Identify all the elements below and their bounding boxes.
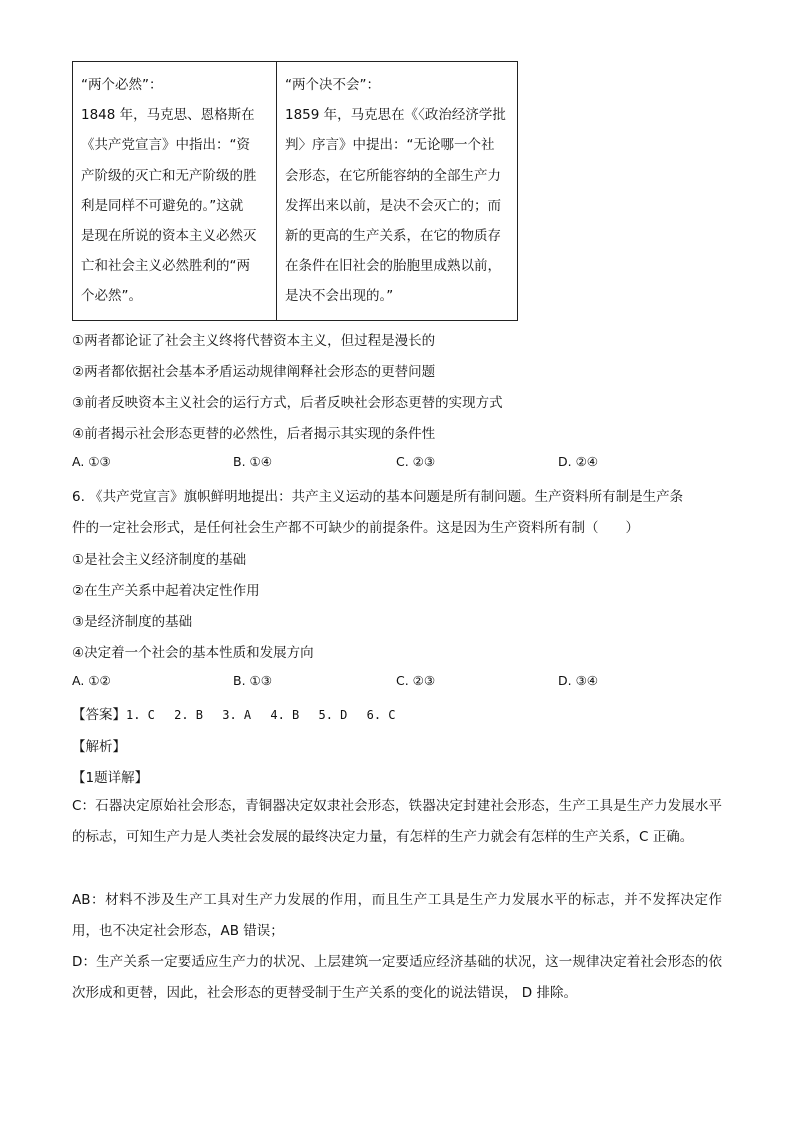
q6-stem-line-2: 件的一定社会形式，是任何社会生产都不可缺少的前提条件。这是因为生产资料所有制（ ） [72,520,639,536]
q5-option-c[interactable]: C. ②③ [396,454,436,469]
q5-option-a[interactable]: A. ①③ [72,454,111,469]
q6-option-a[interactable]: A. ①② [72,673,111,688]
q5-option-d[interactable]: D. ②④ [558,454,598,469]
q5-statement-4: ④前者揭示社会形态更替的必然性，后者揭示其实现的条件性 [72,426,436,442]
quote-line: 1859 年，马克思在《〈政治经济学批 [285,107,506,124]
quote-line: 利是同样不可避免的。”这就 [81,197,244,214]
answer-text: 1. C 2. B 3. A 4. B 5. D 6. C [126,708,396,722]
quote-cell-two-inevitables [73,62,277,320]
q6-option-d[interactable]: D. ③④ [558,673,598,688]
quote-line: 个必然”。 [81,288,142,305]
q5-statement-3: ③前者反映资本主义社会的运行方式，后者反映社会形态更替的实现方式 [72,395,503,411]
analysis-label: 【解析】 [72,739,126,755]
q5-options [72,454,632,474]
quote-line: 会形态，在它所能容纳的全部生产力 [285,167,501,184]
q6-option-c[interactable]: C. ②③ [396,673,436,688]
q6-stem-line-1: 6. 《共产党宣言》旗帜鲜明地提出：共产主义运动的基本问题是所有制问题。生产资料所有制是生产条 [72,489,684,505]
q1-detail-title: 【1题详解】 [72,770,149,786]
q6-option-b[interactable]: B. ①③ [233,673,272,688]
analysis-paragraph-c: C：石器决定原始社会形态，青铜器决定奴隶社会形态，铁器决定封建社会形态，生产工具是生产力发展水平的标志，可知生产力是人类社会发展的最终决定力量，有怎样的生产力就会有怎样的生产关系，C 正确。 [72,798,722,845]
quote-line: 亡和社会主义必然胜利的“两 [81,258,250,275]
q6-statement-4: ④决定着一个社会的基本性质和发展方向 [72,645,314,661]
quote-line: 1848 年，马克思、恩格斯在 [81,107,255,124]
answer-label: 【答案】 [72,707,126,723]
quote-line: 新的更高的生产关系，在它的物质存 [285,228,501,245]
quote-line: 在条件在旧社会的胎胞里成熟以前， [285,258,501,275]
answer-line [72,703,396,723]
analysis-paragraph-ab: AB：材料不涉及生产工具对生产力发展的作用，而且生产工具是生产力发展水平的标志，并不发挥决定作用，也不决定社会形态，AB 错误； [72,892,722,939]
quote-line: 发挥出来以前，是决不会灭亡的；而 [285,197,501,214]
quote-line: 判〉序言》中提出：“无论哪一个社 [285,137,495,154]
q6-statement-1: ①是社会主义经济制度的基础 [72,552,247,568]
q5-statement-2: ②两者都依据社会基本矛盾运动规律阐释社会形态的更替问题 [72,364,436,380]
quote-line: 《共产党宣言》中指出：“资 [81,137,250,154]
q6-options [72,673,632,693]
quote-line: 产阶级的灭亡和无产阶级的胜 [81,167,257,184]
quote-line: “两个决不会”： [285,77,380,93]
q5-statement-1: ①两者都论证了社会主义终将代替资本主义，但过程是漫长的 [72,333,436,349]
quote-line: “两个必然”： [81,77,163,93]
q5-option-b[interactable]: B. ①④ [233,454,272,469]
quote-line: 是现在所说的资本主义必然灭 [81,228,257,245]
analysis-paragraph-d: D：生产关系一定要适应生产力的状况、上层建筑一定要适应经济基础的状况，这一规律决定着社会形态的依次形成和更替，因此，社会形态的更替受制于生产关系的变化的说法错误， D 排除。 [72,954,722,1001]
q6-statement-3: ③是经济制度的基础 [72,614,193,630]
quote-line: 是决不会出现的。” [285,288,394,305]
quote-table [72,61,518,321]
quote-cell-two-nevers [277,62,517,320]
q6-statement-2: ②在生产关系中起着决定性作用 [72,583,260,599]
